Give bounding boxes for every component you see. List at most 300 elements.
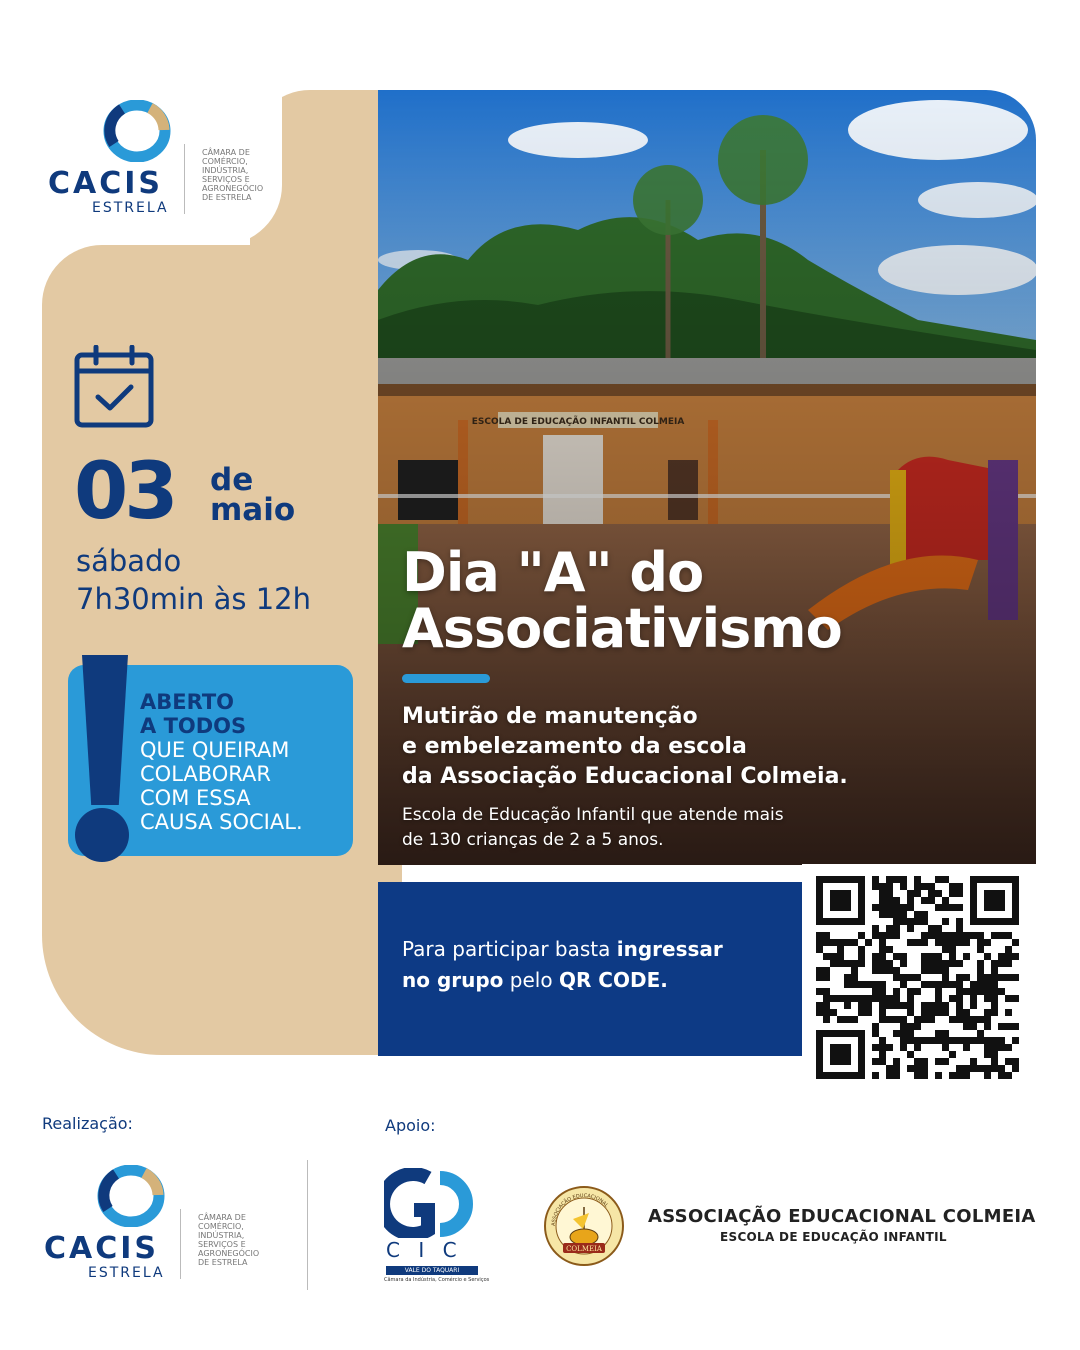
qr-module [942,897,949,904]
qr-module [872,1030,879,1037]
qr-module [935,925,942,932]
qr-module [956,939,963,946]
qr-module [893,876,900,883]
qr-module [991,974,998,981]
qr-module [956,932,963,939]
qr-module [893,1030,900,1037]
qr-module [823,988,830,995]
qr-module [1012,1065,1019,1072]
qr-module [823,974,830,981]
qr-module [851,981,858,988]
qr-module [970,988,977,995]
cic-name: C I C [386,1238,463,1262]
qr-module [921,1009,928,1016]
qr-module [1012,1037,1019,1044]
qr-module [816,1002,823,1009]
qr-module [991,988,998,995]
qr-module [998,1065,1005,1072]
qr-module [1012,953,1019,960]
qr-module [956,974,963,981]
qr-module [977,932,984,939]
qr-module [823,939,830,946]
qr-module [949,904,956,911]
qr-module [921,939,928,946]
qr-module [984,1051,991,1058]
qr-module [928,883,935,890]
qr-module [823,932,830,939]
qr-module [942,918,949,925]
qr-module [823,1016,830,1023]
qr-module [865,1002,872,1009]
qr-module [984,1016,991,1023]
qr-module [921,918,928,925]
qr-module [893,925,900,932]
qr-module [935,1072,942,1079]
qr-module [956,1065,963,1072]
qr-module [998,1023,1005,1030]
qr-module [907,995,914,1002]
qr-module [844,939,851,946]
qr-module [921,1072,928,1079]
qr-module [886,925,893,932]
qr-module [865,1009,872,1016]
qr-module [942,932,949,939]
exclamation-dot-icon [75,808,129,862]
cacis-desc: CÂMARA DE COMÉRCIO, INDÚSTRIA, SERVIÇOS E AGRONEGÓCIO DE ESTRELA [198,1213,260,1267]
qr-module [886,897,893,904]
qr-module [886,1072,893,1079]
qr-module [942,876,949,883]
qr-module [928,1016,935,1023]
qr-module [837,1016,844,1023]
qr-module [886,1016,893,1023]
qr-module [893,1072,900,1079]
qr-module [928,1009,935,1016]
qr-module [872,1058,879,1065]
cic-mark-icon [384,1168,480,1238]
qr-finder [830,1044,851,1065]
qr-module [935,876,942,883]
qr-module [935,932,942,939]
qr-module [970,1016,977,1023]
qr-module [886,883,893,890]
qr-module [921,1065,928,1072]
qr-module [914,1016,921,1023]
qr-module [844,1002,851,1009]
qr-module [816,967,823,974]
qr-module [893,995,900,1002]
qr-module [1005,1058,1012,1065]
qr-module [956,988,963,995]
qr-module [900,1002,907,1009]
qr-module [900,1030,907,1037]
qr-module [816,939,823,946]
qr-module [872,876,879,883]
qr-module [928,960,935,967]
qr-module [879,890,886,897]
qr-module [921,883,928,890]
qr-module [991,1009,998,1016]
qr-module [984,974,991,981]
qr-module [935,988,942,995]
qr-module [942,981,949,988]
cacis-logo-footer [40,1165,270,1285]
qr-module [837,939,844,946]
qr-module [1005,995,1012,1002]
qr-module [949,981,956,988]
qr-module [914,988,921,995]
footer-divider [307,1160,308,1290]
qr-module [1005,1009,1012,1016]
qr-module [872,981,879,988]
qr-module [935,953,942,960]
qr-module [900,883,907,890]
qr-module [935,1037,942,1044]
qr-module [970,932,977,939]
qr-module [970,1023,977,1030]
qr-module [851,995,858,1002]
qr-module [921,960,928,967]
qr-module [956,918,963,925]
qr-module [844,960,851,967]
qr-module [949,953,956,960]
qr-module [949,1051,956,1058]
qr-module [977,967,984,974]
qr-module [928,981,935,988]
qr-module [942,1044,949,1051]
qr-module [872,1023,879,1030]
qr-module [1012,1023,1019,1030]
qr-module [851,967,858,974]
cacis-ring-icon [96,1165,166,1227]
qr-module [886,1002,893,1009]
logo-divider [184,144,185,214]
qr-module [886,1044,893,1051]
qr-module [956,883,963,890]
qr-module [893,1016,900,1023]
qr-module [893,1065,900,1072]
cacis-name: CACIS [44,1231,160,1266]
qr-module [956,1037,963,1044]
qr-module [837,960,844,967]
qr-module [907,1009,914,1016]
qr-module [956,1002,963,1009]
qr-module [837,946,844,953]
cic-desc: Câmara da Indústria, Comércio e Serviços [384,1277,490,1283]
qr-module [914,883,921,890]
qr-module [844,995,851,1002]
event-day: 03 [74,447,175,537]
qr-module [872,967,879,974]
qr-module [949,932,956,939]
qr-module [816,946,823,953]
qr-module [991,967,998,974]
qr-module [886,911,893,918]
qr-module [914,890,921,897]
qr-module [851,960,858,967]
colmeia-badge-icon [543,1185,625,1267]
qr-module [998,974,1005,981]
qr-module [963,1016,970,1023]
qr-module [879,1037,886,1044]
qr-module [963,953,970,960]
logo-divider [180,1209,181,1279]
qr-module [879,1016,886,1023]
qr-module [893,897,900,904]
cic-logo [384,1168,490,1288]
svg-text:COLMEIA: COLMEIA [566,1245,602,1253]
qr-module [991,981,998,988]
qr-module [865,995,872,1002]
qr-module [893,988,900,995]
open-notice-text: ABERTO A TODOS QUE QUEIRAM COLABORAR COM ESSA CAUSA SOCIAL. [140,690,303,834]
qr-module [914,939,921,946]
qr-module [886,904,893,911]
qr-module [893,967,900,974]
qr-module [914,1058,921,1065]
event-title: Dia "A" do Associativismo [402,541,842,660]
qr-module [1005,1072,1012,1079]
qr-module [907,1030,914,1037]
svg-text:ASSOCIAÇÃO EDUCACIONAL: ASSOCIAÇÃO EDUCACIONAL [550,1192,610,1227]
qr-module [928,967,935,974]
qr-module [844,974,851,981]
qr-module [935,890,942,897]
qr-module [956,995,963,1002]
qr-module [865,981,872,988]
qr-module [907,897,914,904]
qr-module [893,974,900,981]
qr-module [935,904,942,911]
qr-module [872,988,879,995]
qr-module [928,897,935,904]
qr-module [998,1037,1005,1044]
qr-module [830,1009,837,1016]
qr-module [900,1023,907,1030]
qr-module [900,1037,907,1044]
qr-module [900,1044,907,1051]
qr-module [879,946,886,953]
qr-module [816,1009,823,1016]
qr-module [900,1016,907,1023]
qr-module [991,1037,998,1044]
qr-module [935,981,942,988]
qr-module [949,939,956,946]
qr-module [984,1072,991,1079]
assoc-subtitle: ESCOLA DE EDUCAÇÃO INFANTIL [720,1230,947,1244]
qr-module [865,939,872,946]
qr-module [935,939,942,946]
qr-module [879,911,886,918]
qr-module [872,1072,879,1079]
qr-module [963,1065,970,1072]
qr-module [879,939,886,946]
qr-module [963,1009,970,1016]
qr-module [921,1016,928,1023]
qr-module [879,953,886,960]
qr-module [907,904,914,911]
qr-finder [984,890,1005,911]
qr-module [963,988,970,995]
qr-module [984,953,991,960]
qr-module [984,981,991,988]
qr-module [956,925,963,932]
qr-module [914,876,921,883]
qr-module [921,932,928,939]
qr-module [949,890,956,897]
qr-module [879,1002,886,1009]
qr-module [858,946,865,953]
qr-module [942,946,949,953]
qr-module [851,939,858,946]
cacis-logo-header [46,100,276,220]
qr-module [963,939,970,946]
qr-module [963,932,970,939]
qr-module [872,960,879,967]
qr-module [942,1058,949,1065]
qr-module [872,932,879,939]
qr-module [914,911,921,918]
qr-module [858,981,865,988]
qr-module [851,974,858,981]
qr-module [998,1044,1005,1051]
qr-code[interactable] [802,864,1036,1090]
qr-module [977,1037,984,1044]
qr-module [907,1037,914,1044]
qr-module [823,1009,830,1016]
qr-module [907,1051,914,1058]
qr-module [823,953,830,960]
qr-module [970,1037,977,1044]
qr-module [1012,974,1019,981]
qr-module [977,1065,984,1072]
qr-module [970,1002,977,1009]
cacis-desc: CÂMARA DE COMÉRCIO, INDÚSTRIA, SERVIÇOS E AGRONEGÓCIO DE ESTRELA [202,148,264,202]
qr-module [886,960,893,967]
qr-module [816,974,823,981]
qr-module [1012,1058,1019,1065]
qr-module [991,1051,998,1058]
qr-module [830,939,837,946]
qr-module [921,967,928,974]
qr-module [907,1023,914,1030]
qr-module [879,932,886,939]
title-divider [402,674,490,683]
qr-module [879,995,886,1002]
qr-module [872,953,879,960]
qr-module [949,883,956,890]
qr-module [886,946,893,953]
qr-module [984,1023,991,1030]
event-subtitle: Mutirão de manutenção e embelezamento da escola da Associação Educacional Colmeia. [402,704,848,789]
qr-module [921,953,928,960]
qr-module [928,1037,935,1044]
qr-module [816,932,823,939]
qr-module [949,960,956,967]
qr-module [907,1065,914,1072]
qr-module [942,939,949,946]
qr-module [837,953,844,960]
qr-module [879,988,886,995]
qr-module [830,953,837,960]
event-weekday-time: sábado 7h30min às 12h [76,544,312,616]
qr-module [991,1065,998,1072]
qr-module [914,918,921,925]
qr-module [907,918,914,925]
cic-region: VALE DO TAQUARI [386,1266,478,1275]
qr-module [970,981,977,988]
qr-module [977,974,984,981]
qr-module [977,988,984,995]
realizacao-label: Realização: [42,1114,133,1133]
qr-module [928,1002,935,1009]
qr-module [830,995,837,1002]
qr-module [977,946,984,953]
qr-module [928,925,935,932]
qr-module [900,953,907,960]
qr-module [1005,974,1012,981]
qr-module [1005,932,1012,939]
qr-module [1012,995,1019,1002]
qr-module [998,988,1005,995]
qr-module [900,981,907,988]
qr-module [893,932,900,939]
qr-module [1005,960,1012,967]
qr-module [935,1009,942,1016]
qr-module [907,988,914,995]
qr-module [886,890,893,897]
qr-module [907,925,914,932]
qr-finder [830,890,851,911]
qr-module [886,995,893,1002]
qr-module [886,967,893,974]
qr-module [956,981,963,988]
calendar-check-icon [74,345,154,429]
qr-module [858,1009,865,1016]
qr-module [942,1009,949,1016]
qr-module [970,1065,977,1072]
qr-module [935,960,942,967]
cacis-name: CACIS [48,166,164,201]
qr-module [914,1023,921,1030]
qr-module [1005,1023,1012,1030]
qr-module [879,960,886,967]
qr-module [963,1044,970,1051]
qr-module [893,911,900,918]
qr-module [823,967,830,974]
qr-module [1012,939,1019,946]
qr-module [991,932,998,939]
qr-module [970,995,977,1002]
qr-module [984,1065,991,1072]
qr-module [935,1030,942,1037]
qr-module [935,1058,942,1065]
qr-module [879,967,886,974]
qr-module [872,1044,879,1051]
qr-module [942,967,949,974]
qr-module [851,1016,858,1023]
qr-module [823,1002,830,1009]
qr-module [1005,953,1012,960]
qr-module [956,1072,963,1079]
qr-module [977,1030,984,1037]
qr-module [956,890,963,897]
qr-module [907,1002,914,1009]
qr-module [858,953,865,960]
qr-module [949,995,956,1002]
qr-module [998,953,1005,960]
qr-module [879,904,886,911]
